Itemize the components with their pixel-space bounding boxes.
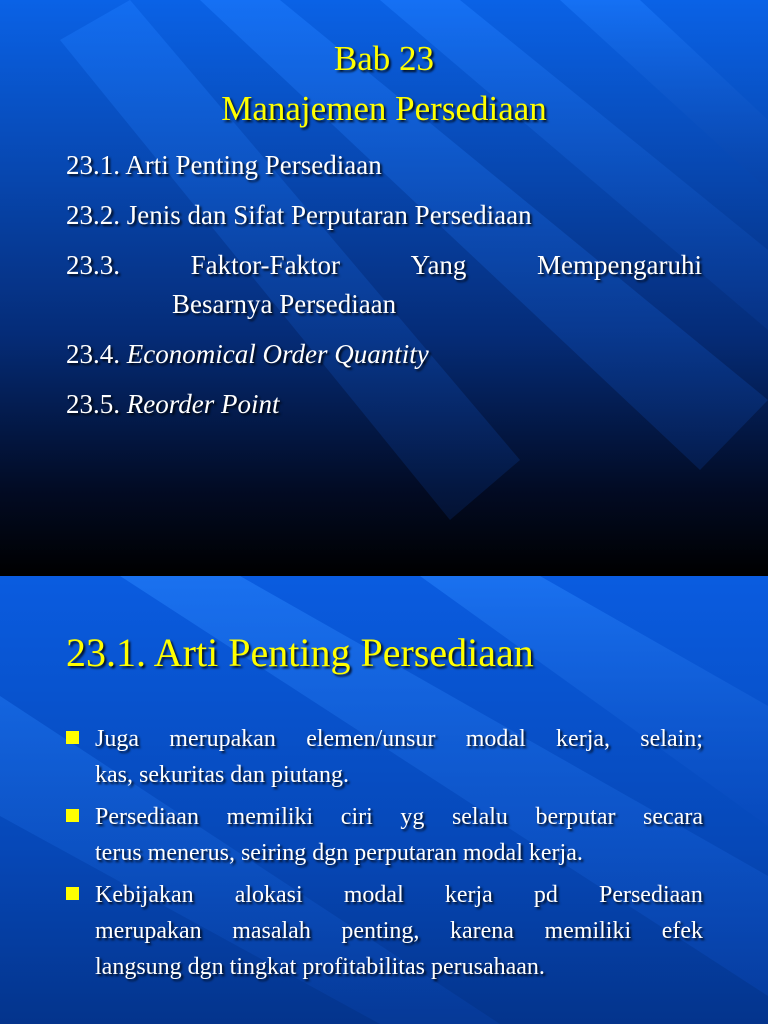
toc-item-2 bbox=[66, 198, 532, 232]
toc-item-text: Reorder Point bbox=[126, 389, 280, 419]
bullet-word: secara bbox=[643, 804, 703, 830]
slide-2-title: 23.1. Arti Penting Persediaan bbox=[66, 630, 534, 675]
slide-1-title-line-2: Manajemen Persediaan bbox=[221, 89, 547, 128]
toc-item-3 bbox=[66, 248, 702, 282]
bullet-line bbox=[95, 913, 703, 949]
toc-item-text: Economical Order Quantity bbox=[126, 339, 429, 369]
bullet-word: alokasi bbox=[234, 882, 303, 908]
toc-item-number: 23.4. bbox=[66, 339, 120, 369]
bullet-line: kas, sekuritas dan piutang. bbox=[95, 762, 349, 788]
bullet-square-icon bbox=[66, 887, 79, 900]
bullet-line bbox=[95, 799, 703, 835]
toc-item-number: 23.2. bbox=[66, 200, 120, 230]
bullet-word: elemen/unsur bbox=[306, 726, 436, 752]
toc-item-number: 23.5. bbox=[66, 389, 120, 419]
toc-item-word: Faktor-Faktor bbox=[190, 250, 341, 280]
toc-item-number: 23.1. bbox=[66, 150, 120, 180]
bullet-word: yg bbox=[400, 804, 425, 830]
bullet-word: karena bbox=[449, 918, 514, 944]
bullet-word: penting, bbox=[341, 918, 420, 944]
bullet-square-icon bbox=[66, 731, 79, 744]
bullet-word: Juga bbox=[95, 726, 139, 752]
toc-item-text: Arti Penting Persediaan bbox=[125, 150, 382, 180]
bullet-word: pd bbox=[533, 882, 558, 908]
bullet-line bbox=[95, 721, 703, 757]
bullet-line: langsung dgn tingkat profitabilitas perusahaan. bbox=[95, 954, 545, 980]
bullet-word: kerja, bbox=[556, 726, 611, 752]
bullet-word: efek bbox=[661, 918, 703, 944]
toc-item-3-continuation: Besarnya Persediaan bbox=[172, 289, 397, 319]
toc-item-text: Jenis dan Sifat Perputaran Persediaan bbox=[126, 200, 532, 230]
bullet-word: selalu bbox=[451, 804, 508, 830]
bullet-word: Kebijakan bbox=[95, 882, 194, 908]
bullet-word: kerja bbox=[444, 882, 493, 908]
bullet-word: modal bbox=[343, 882, 404, 908]
bullet-word: merupakan bbox=[169, 726, 276, 752]
bullet-word: ciri bbox=[340, 804, 373, 830]
bullet-word: memiliki bbox=[226, 804, 314, 830]
bullet-line bbox=[95, 877, 703, 913]
bullet-word: Persediaan bbox=[598, 882, 703, 908]
slide-2 bbox=[0, 576, 768, 1024]
toc-item-1 bbox=[66, 148, 382, 182]
toc-item-4 bbox=[66, 337, 429, 371]
bullet-line: terus menerus, seiring dgn perputaran modal kerja. bbox=[95, 840, 583, 866]
toc-item-word: Yang bbox=[410, 250, 467, 280]
bullet-word: memiliki bbox=[544, 918, 632, 944]
toc-item-5 bbox=[66, 387, 279, 421]
toc-item-word: Mempengaruhi bbox=[537, 250, 702, 280]
bullet-word: berputar bbox=[535, 804, 616, 830]
bullet-word: merupakan bbox=[95, 918, 202, 944]
bullet-word: Persediaan bbox=[95, 804, 199, 830]
slide-1-title-line-1: Bab 23 bbox=[333, 39, 435, 78]
bullet-word: selain; bbox=[640, 726, 703, 752]
bullet-word: modal bbox=[465, 726, 526, 752]
bullet-word: masalah bbox=[232, 918, 311, 944]
toc-item-number: 23.3. bbox=[66, 250, 120, 280]
bullet-square-icon bbox=[66, 809, 79, 822]
